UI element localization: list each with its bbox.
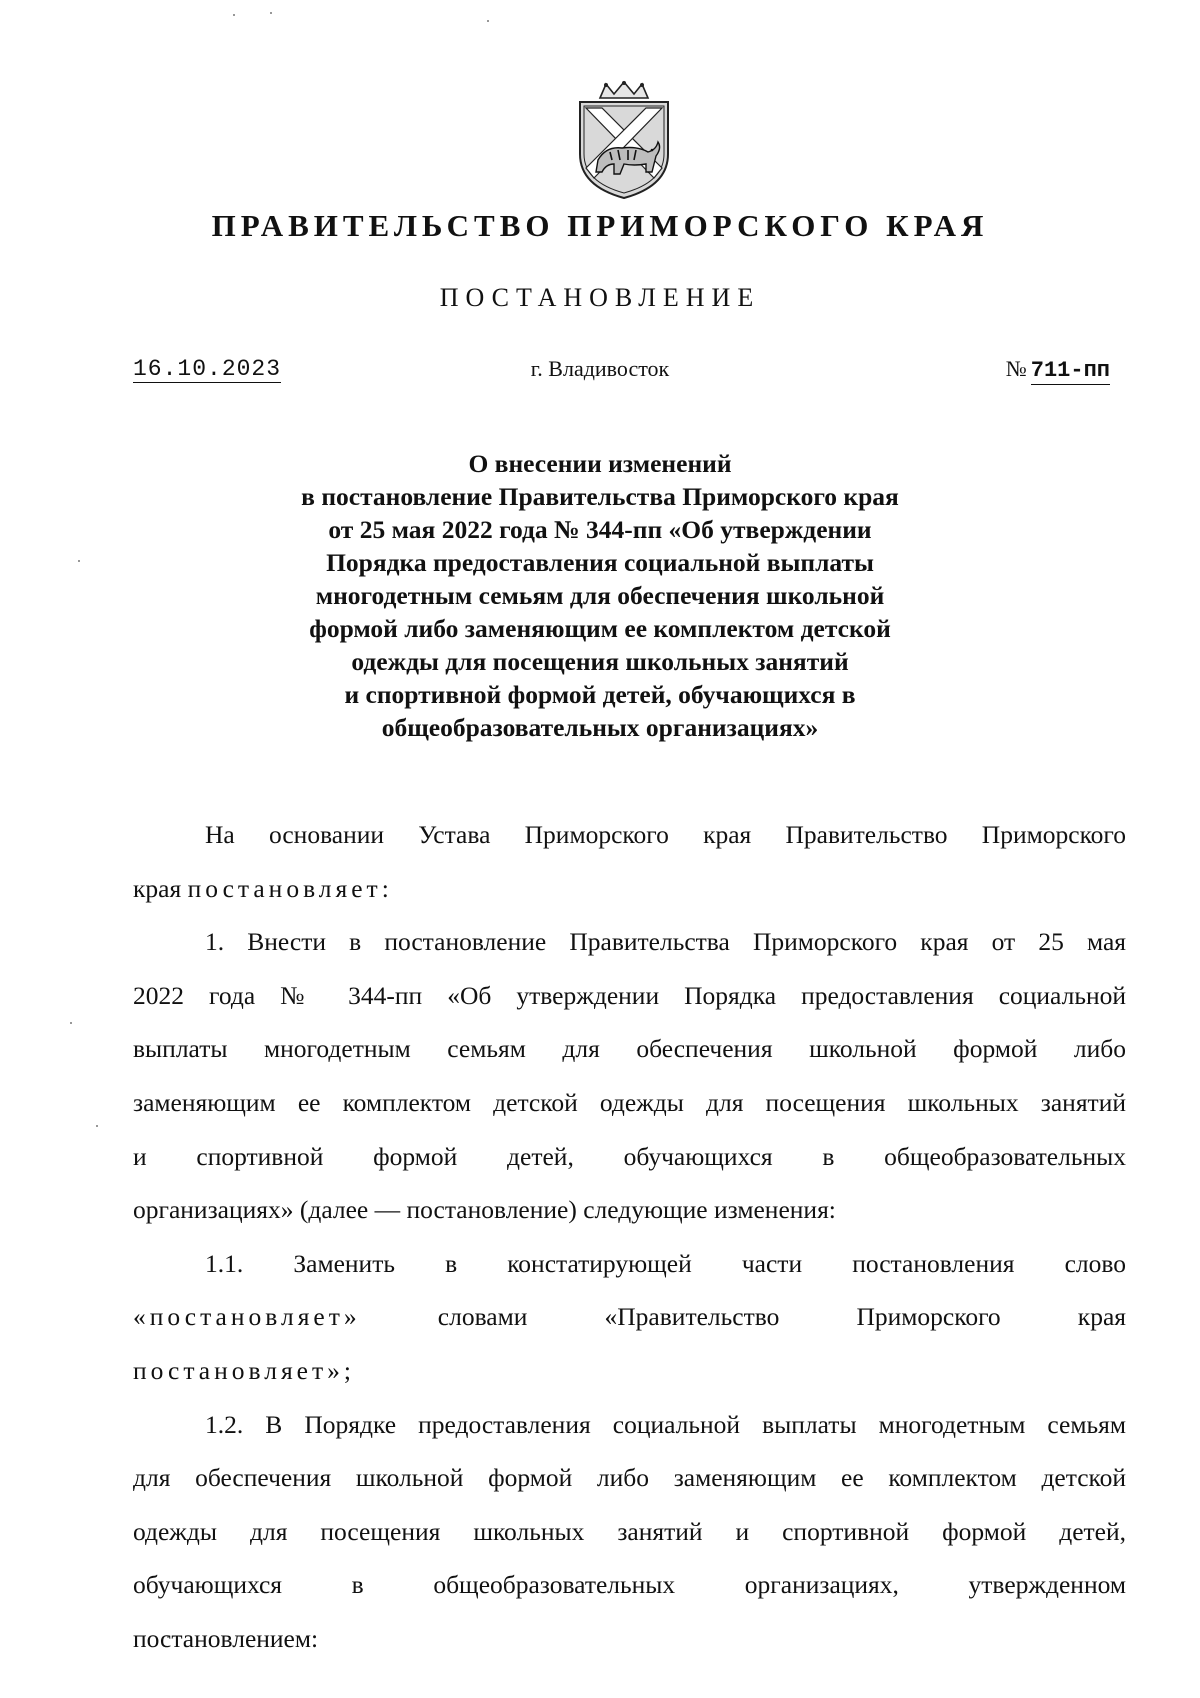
subject-line: формой либо заменяющим ее комплектом детской xyxy=(309,614,891,643)
subject-line: Порядка предоставления социальной выплаты xyxy=(326,548,874,577)
body-line: заменяющим ее комплектом детской одежды для посещения школьных занятий xyxy=(133,1087,1126,1117)
body-line: одежды для посещения школьных занятий и спортивной формой детей, xyxy=(133,1516,1126,1546)
document-meta-row xyxy=(0,356,1200,392)
body-text: ; xyxy=(343,1355,351,1385)
body-line: для обеспечения школьной формой либо заменяющим ее комплектом детской xyxy=(133,1463,1126,1493)
body-line: выплаты многодетным семьям для обеспечения школьной формой либо xyxy=(133,1034,1126,1064)
document-type: ПОСТАНОВЛЕНИЕ xyxy=(439,283,761,312)
document-body xyxy=(133,808,1126,1666)
body-line: организациях» (далее — постановление) следующие изменения: xyxy=(133,1195,836,1225)
body-line: 1.2. В Порядке предоставления социальной выплаты многодетным семьям xyxy=(205,1409,1126,1439)
paragraph-item-1 xyxy=(133,915,1126,1237)
body-line: и спортивной формой детей, обучающихся в общеобразовательных xyxy=(133,1141,1126,1171)
body-line: 2022 года № 344-пп «Об утверждении Порядка предоставления социальной xyxy=(133,980,1126,1010)
organization-title: ПРАВИТЕЛЬСТВО ПРИМОРСКОГО КРАЯ xyxy=(211,208,989,243)
body-line: 1.1. Заменить в констатирующей части постановления слово xyxy=(205,1248,1126,1278)
body-line: На основании Устава Приморского края Правительство Приморского xyxy=(205,820,1126,849)
document-number xyxy=(1006,356,1110,383)
body-line xyxy=(133,1344,1126,1398)
body-text-spaced: постановляет» xyxy=(133,1355,344,1385)
body-text-spaced: «постановляет» xyxy=(133,1302,361,1332)
body-line: обучающихся в общеобразовательных организациях, утвержденном xyxy=(133,1570,1126,1600)
body-line: 1. Внести в постановление Правительства Приморского края от 25 мая xyxy=(205,927,1126,957)
paragraph-item-1-2 xyxy=(133,1398,1126,1666)
body-line xyxy=(133,862,1126,916)
body-text: края xyxy=(133,873,188,903)
paragraph-item-1-1 xyxy=(133,1237,1126,1398)
subject-line: многодетным семьям для обеспечения школьной xyxy=(315,581,885,610)
paragraph-preamble xyxy=(133,808,1126,915)
body-text: : xyxy=(381,873,389,903)
document-number-value: 711-пп xyxy=(1030,358,1110,383)
number-sign: № xyxy=(1005,356,1027,381)
document-city: г. Владивосток xyxy=(530,356,670,381)
document-date: 16.10.2023 xyxy=(133,356,282,382)
subject-line: и спортивной формой детей, обучающихся в xyxy=(344,680,856,709)
subject-line: одежды для посещения школьных занятий xyxy=(351,647,849,676)
subject-line: О внесении изменений xyxy=(468,449,732,478)
body-line: постановлением: xyxy=(133,1623,319,1653)
coat-of-arms-icon xyxy=(572,80,676,202)
subject-line: общеобразовательных организациях» xyxy=(381,713,819,742)
document-subject xyxy=(150,447,1050,744)
body-text-spaced: постановляет xyxy=(187,873,382,903)
subject-line: от 25 мая 2022 года № 344-пп «Об утверждении xyxy=(328,515,872,544)
body-line xyxy=(133,1290,1126,1344)
subject-line: в постановление Правительства Приморского края xyxy=(301,482,899,511)
body-text: словами «Правительство Приморского края xyxy=(360,1302,1126,1332)
